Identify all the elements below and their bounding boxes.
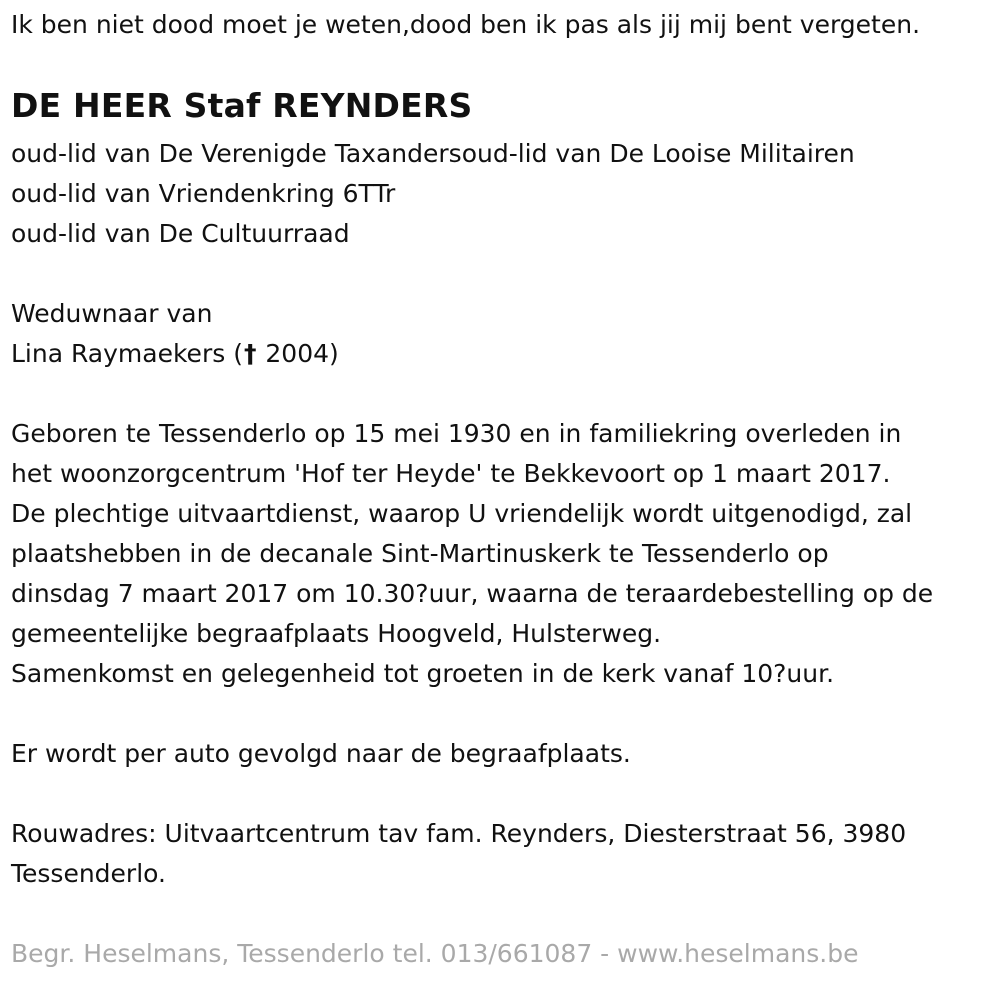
- details-line: Geboren te Tessenderlo op 15 mei 1930 en in familiekring overleden in: [11, 419, 902, 448]
- cross-icon: †: [243, 339, 257, 368]
- details-line: het woonzorgcentrum 'Hof ter Heyde' te Bekkevoort op 1 maart 2017.: [11, 459, 891, 488]
- address-line: Tessenderlo.: [11, 859, 166, 888]
- membership-line: oud-lid van De Verenigde Taxandersoud-lid van De Looise Militairen: [11, 139, 855, 168]
- details-line: dinsdag 7 maart 2017 om 10.30?uur, waarna de teraardebestelling op de: [11, 579, 934, 608]
- spouse-name: Lina Raymaekers (: [11, 339, 243, 368]
- address-line: Rouwadres: Uitvaartcentrum tav fam. Reynders, Diesterstraat 56, 3980: [11, 819, 907, 848]
- details-line: gemeentelijke begraafplaats Hoogveld, Hulsterweg.: [11, 619, 662, 648]
- details-line: plaatshebben in de decanale Sint-Martinuskerk te Tessenderlo op: [11, 539, 829, 568]
- memberships-list: [11, 134, 855, 254]
- followup-line: Er wordt per auto gevolgd naar de begraafplaats.: [11, 739, 631, 768]
- spouse-section: [11, 294, 339, 374]
- mourning-address: [11, 814, 906, 894]
- memorial-quote: Ik ben niet dood moet je weten,dood ben ik pas als jij mij bent vergeten.: [11, 10, 921, 39]
- membership-line: oud-lid van De Cultuurraad: [11, 219, 350, 248]
- spouse-death-year: 2004): [257, 339, 339, 368]
- followup-note: [11, 734, 631, 774]
- details-line: De plechtige uitvaartdienst, waarop U vriendelijk wordt uitgenodigd, zal: [11, 499, 913, 528]
- funeral-details: [11, 414, 933, 694]
- funeral-home-footer: Begr. Heselmans, Tessenderlo tel. 013/661087 - www.heselmans.be: [11, 939, 859, 968]
- spouse-name-line: [11, 334, 339, 374]
- spouse-label: Weduwnaar van: [11, 299, 213, 328]
- deceased-name: DE HEER Staf REYNDERS: [11, 86, 473, 125]
- membership-line: oud-lid van Vriendenkring 6TTr: [11, 179, 396, 208]
- details-line: Samenkomst en gelegenheid tot groeten in de kerk vanaf 10?uur.: [11, 659, 835, 688]
